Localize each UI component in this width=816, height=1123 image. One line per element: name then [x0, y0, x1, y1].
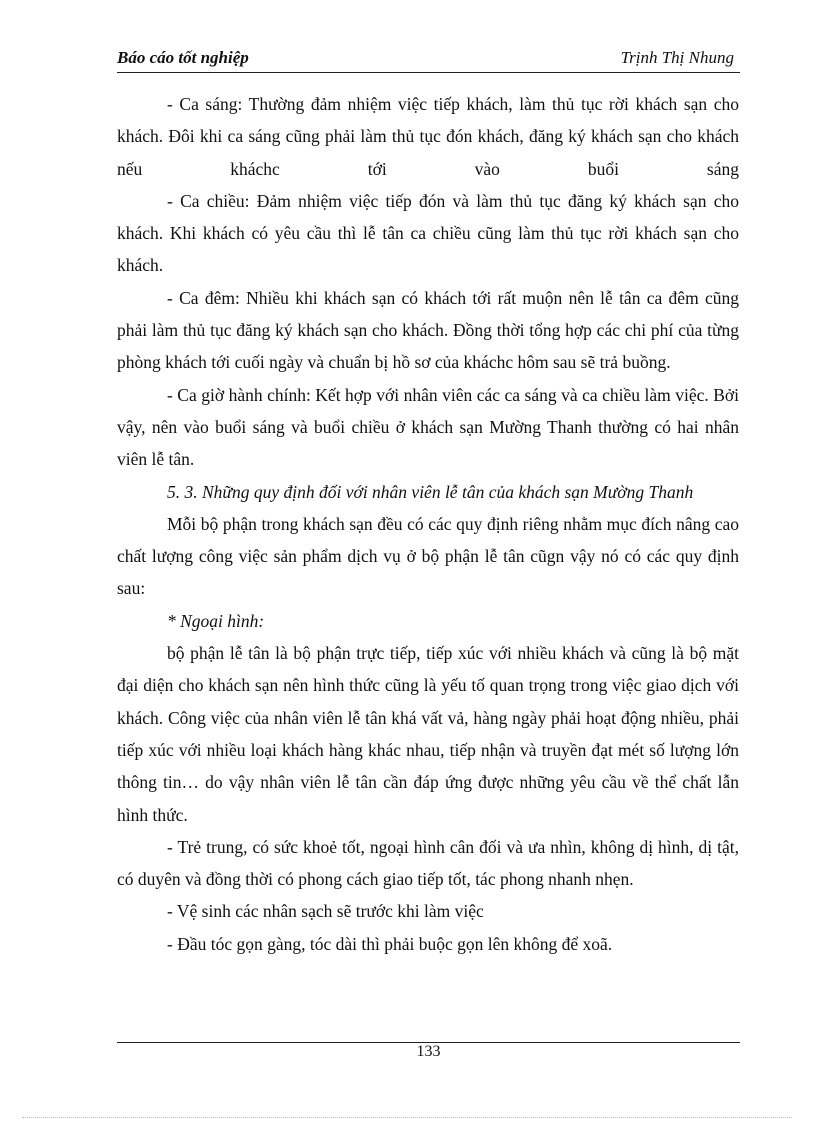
- report-title: Báo cáo tốt nghiệp: [117, 48, 249, 67]
- section-heading: 5. 3. Những quy định đối với nhân viên lễ tân của khách sạn Mường Thanh: [167, 481, 694, 502]
- page-header: [117, 48, 740, 73]
- paragraph-appearance: bộ phận lễ tân là bộ phận trực tiếp, tiếp xúc với nhiều khách và cũng là bộ mặt đại diện cho khách sạn nên hình thức cũng là yếu tố quan trọng trong việc giao dịch với khách. Công việc của nhân viên lễ tân khá vất vả, hàng ngày phải hoạt động nhiều, phải tiếp xúc với nhiều loại khách hàng khác nhau, tiếp nhận và truyền đạt mét số lượng lớn thông tin… do vậy nhân viên lễ tân cần đáp ứng được những yêu cầu về thể chất lẫn hình thức.: [117, 643, 739, 825]
- author-name: Trịnh Thị Nhung: [620, 48, 734, 67]
- list-item-hair: - Đầu tóc gọn gàng, tóc dài thì phải buộc gọn lên không để xoã.: [167, 933, 613, 954]
- paragraph-office-hours: - Ca giờ hành chính: Kết hợp với nhân viên các ca sáng và ca chiều làm việc. Bởi vậy, nên vào buổi sáng và buổi chiều ở khách sạn Mường Thanh thường có hai nhân viên lễ tân.: [117, 384, 739, 470]
- paragraph-night-shift: - Ca đêm: Nhiều khi khách sạn có khách tới rất muộn nên lễ tân ca đêm cũng phải làm thủ tục đăng ký khách sạn cho khách. Đồng thời tổng hợp các chi phí của từng phòng khách tới cuối ngày và chuẩn bị hồ sơ của kháchc hôm sau sẽ trả buồng.: [117, 287, 739, 373]
- paragraph-morning-shift: - Ca sáng: Thường đảm nhiệm việc tiếp khách, làm thủ tục rời khách sạn cho khách. Đôi khi ca sáng cũng phải làm thủ tục đón khách, đăng ký khách sạn cho khách nếu kháchc tới vào buổi sáng: [117, 94, 739, 179]
- subheading-appearance: * Ngoại hình:: [167, 610, 265, 631]
- paragraph-afternoon-shift: - Ca chiều: Đảm nhiệm việc tiếp đón và làm thủ tục đăng ký khách sạn cho khách. Khi khách có yêu cầu thì lễ tân ca chiều cũng làm thủ tục rời khách sạn cho khách.: [117, 190, 739, 276]
- document-body: [117, 88, 739, 960]
- list-item-youthful: - Trẻ trung, có sức khoẻ tốt, ngoại hình cân đối và ưa nhìn, không dị hình, dị tật, có duyên và đồng thời có phong cách giao tiếp tốt, tác phong nhanh nhẹn.: [117, 836, 739, 890]
- paragraph-regulations-intro: Mỗi bộ phận trong khách sạn đều có các quy định riêng nhằm mục đích nâng cao chất lượng công việc sản phẩm dịch vụ ở bộ phận lễ tân cũgn vậy nó có các quy định sau:: [117, 513, 739, 599]
- list-item-hygiene: - Vệ sinh các nhân sạch sẽ trước khi làm việc: [167, 901, 484, 922]
- page-bottom-border: [22, 1117, 792, 1118]
- page-number: 133: [416, 1043, 441, 1060]
